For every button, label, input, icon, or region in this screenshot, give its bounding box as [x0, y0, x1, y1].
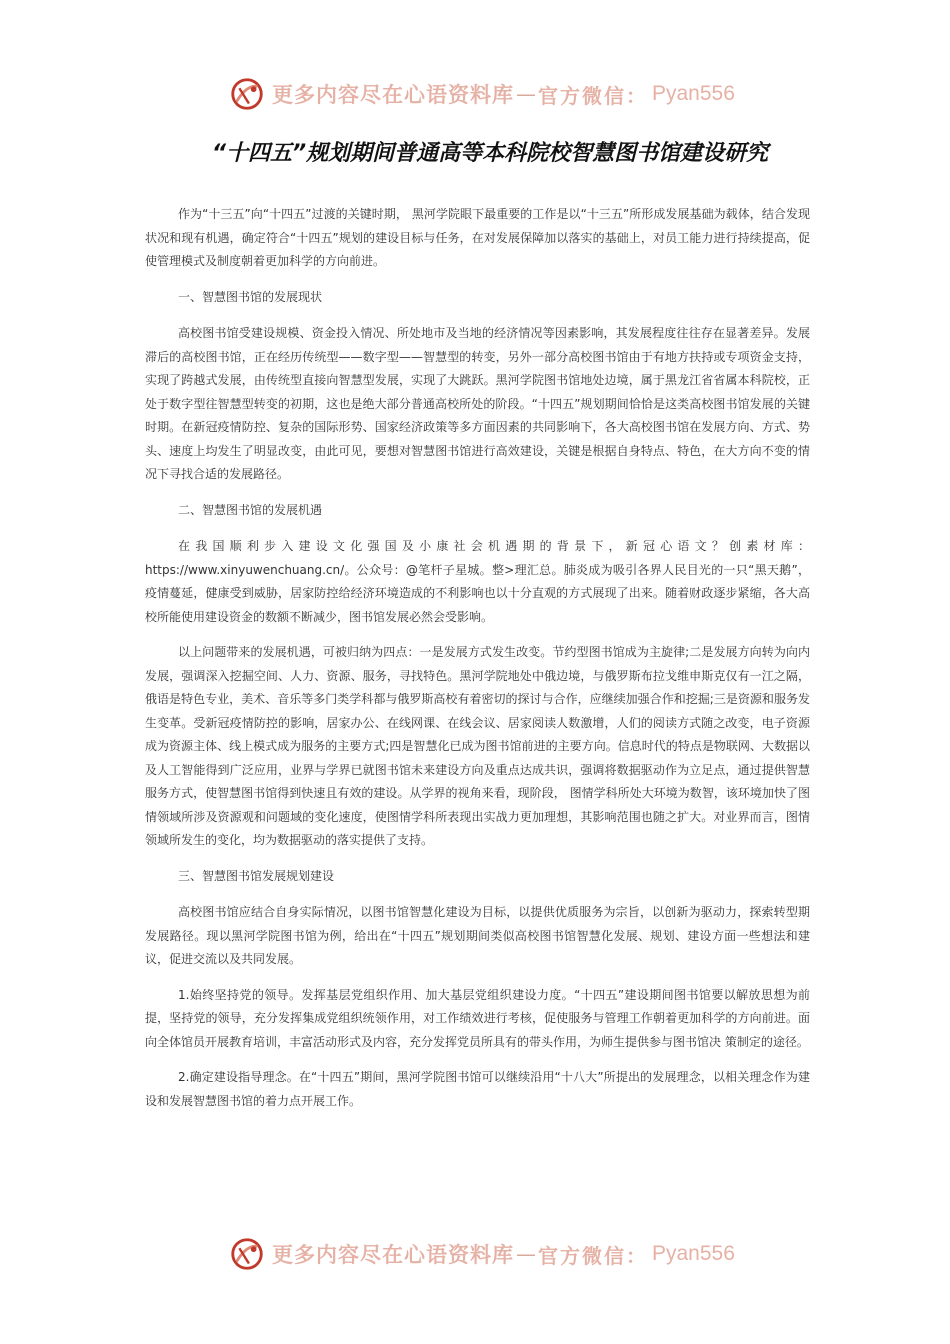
document-title: “十四五”规划期间普通高等本科院校智慧图书馆建设研究 — [211, 141, 769, 166]
footer-banner — [228, 1234, 735, 1274]
paragraph-opportunity: 在我国顺利步入建设文化强国及小康社会机遇期的背景下，新冠心语文？创素材库：https://www.xinyuwenchuang.cn/。公众号：@笔杆子星城。整>理汇总。肺炎成为吸引各界人民目光的一只“黑天鹅”，疫情蔓延，健康受到威胁，居家防控给经济环境造成的不利影响也以十分直观的方式展现了出来。随着财政逐步紧缩，各大高校所能使用建设资金的数额不断减少，图书馆发展必然会受影响。 — [145, 539, 810, 624]
paragraph-status: 高校图书馆受建设规模、资金投入情况、所处地市及当地的经济情况等因素影响，其发展程度往往存在显著差异。发展滞后的高校图书馆，正在经历传统型——数字型——智慧型的转变，另外一部分高校图书馆由于有地方扶持或专项资金支持，实现了跨越式发展，由传统型直接向智慧型发展，实现了大跳跃。黑河学院图书馆地处边境，属于黑龙江省省属本科院校，正处于数字型往智慧型转变的初期，这也是绝大部分普通高校所处的阶段。“十四五”规划期间恰恰是这类高校图书馆发展的关键时期。在新冠疫情防控、复杂的国际形势、国家经济政策等多方面因素的共同影响下，各大高校图书馆在发展方向、方式、势头、速度上均发生了明显改变，由此可见，要想对智慧图书馆进行高效建设，关键是根据自身特点、特色，在大方向不变的情况下寻找合适的发展路径。 — [145, 326, 810, 481]
header-banner — [228, 74, 735, 114]
banner-separator: — — [516, 1242, 536, 1266]
banner-id: Pyan556 — [652, 1242, 735, 1265]
banner-label: 官方微信： — [538, 83, 648, 108]
banner-label: 官方微信： — [538, 1243, 648, 1268]
logo-icon — [228, 1235, 266, 1273]
section-heading-3: 三、智慧图书馆发展规划建设 — [178, 868, 335, 883]
paragraph-intro: 作为“十三五”向“十四五”过渡的关键时期， 黑河学院眼下最重要的工作是以“十三五”所形成发展基础为载体，结合发现状况和现有机遇，确定符合“十四五”规划的建设目标与任务，在对发展保障加以落实的基础上，对员工能力进行持续提高，促使管理模式及制度朝着更加科学的方向前进。 — [145, 207, 810, 268]
section-heading-1: 一、智慧图书馆的发展现状 — [178, 289, 323, 304]
logo-icon — [228, 75, 266, 113]
document-body — [145, 203, 810, 1125]
banner-id: Pyan556 — [652, 82, 735, 105]
section-heading-2: 二、智慧图书馆的发展机遇 — [178, 502, 323, 517]
paragraph-four-points: 以上问题带来的发展机遇，可被归纳为四点：一是发展方式发生改变。节约型图书馆成为主旋律;二是发展方向转为向内发展，强调深入挖掘空间、人力、资源、服务，寻找特色。黑河学院地处中俄边境，与俄罗斯布拉戈维申斯克仅有一江之隔，俄语是特色专业，美术、音乐等多门类学科都与俄罗斯高校有着密切的探讨与合作，应继续加强合作和挖掘;三是资源和服务发生变革。受新冠疫情防控的影响，居家办公、在线网课、在线会议、居家阅读人数激增，人们的阅读方式随之改变，电子资源成为资源主体、线上模式成为服务的主要方式;四是智慧化已成为图书馆前进的主要方向。信息时代的特点是物联网、大数据以及人工智能得到广泛应用，业界与学界已就图书馆未来建设方向及重点达成共识，强调将数据驱动作为立足点，通过提供智慧服务方式，使智慧图书馆得到快速且有效的建设。从学界的视角来看，现阶段， 图情学科所处大环境为数智，该环境加快了图情领域所涉及资源观和问题域的变化速度，使图情学科所表现出实战力更加理想，其影响范围也随之扩大。对业界而言，图情领域所发生的变化，均为数据驱动的落实提供了支持。 — [145, 645, 810, 847]
banner-separator: — — [516, 82, 536, 106]
banner-text: 更多内容尽在心语资料库 — [272, 1242, 514, 1267]
paragraph-item-2: 2.确定建设指导理念。在“十四五”期间，黑河学院图书馆可以继续沿用“十八大”所提出的发展理念，以相关理念作为建设和发展智慧图书馆的着力点开展工作。 — [145, 1070, 810, 1108]
paragraph-planning: 高校图书馆应结合自身实际情况，以图书馆智慧化建设为目标，以提供优质服务为宗旨，以创新为驱动力，探索转型期发展路径。现以黑河学院图书馆为例，给出在“十四五”规划期间类似高校图书馆智慧化发展、规划、建设方面一些想法和建议，促进交流以及共同发展。 — [145, 905, 810, 966]
banner-text: 更多内容尽在心语资料库 — [272, 82, 514, 107]
paragraph-item-1: 1.始终坚持党的领导。发挥基层党组织作用、加大基层党组织建设力度。“十四五”建设期间图书馆要以解放思想为前提，坚持党的领导，充分发挥集成党组织统领作用，对工作绩效进行考核，促使服务与管理工作朝着更加科学的方向前进。面向全体馆员开展教育培训，丰富活动形式及内容，充分发挥党员所具有的带头作用，为师生提供参与图书馆决 策制定的途径。 — [145, 987, 810, 1049]
